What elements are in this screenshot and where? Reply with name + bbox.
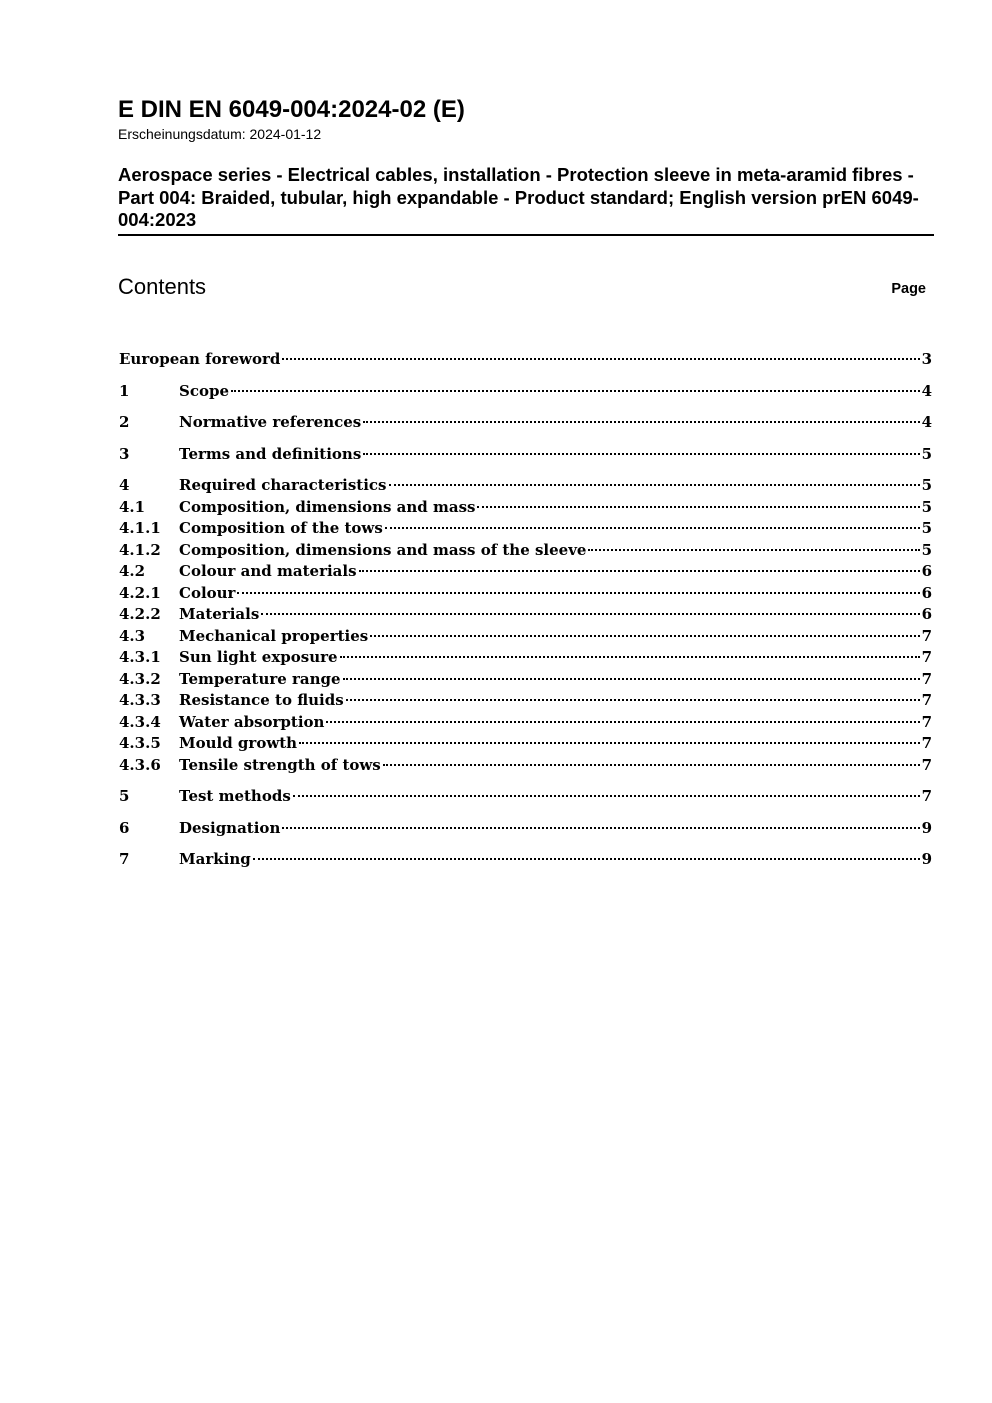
toc-entry-colour[interactable]: [119, 583, 932, 605]
toc-entry-label: Colour and materials: [179, 562, 357, 580]
toc-leader-dots: [231, 390, 920, 392]
toc-entry-number: 5: [119, 787, 130, 805]
toc-leader-dots: [253, 858, 920, 860]
toc-leader-dots: [389, 484, 920, 486]
toc-entry-page: 4: [921, 381, 932, 400]
document-title: Aerospace series - Electrical cables, installation - Protection sleeve in meta-aramid fibres - Part 004: Braided, tubular, high expandable - Product standard; English version prEN 6049-004:2023: [118, 164, 934, 236]
toc-entry-page: 5: [921, 540, 932, 559]
toc-leader-dots: [343, 678, 920, 680]
toc-entry-number: 4.2.1: [119, 583, 161, 602]
toc-entry-label: Mechanical properties: [179, 626, 369, 645]
toc-entry-number: 4.3.4: [119, 712, 161, 731]
toc-entry-label: Colour: [179, 583, 236, 602]
toc-entry-materials[interactable]: [119, 604, 932, 626]
toc-entry-number: 4.3.1: [119, 648, 161, 666]
toc-entry-number: 4.2: [119, 562, 146, 580]
toc-entry-page: 3: [921, 350, 932, 368]
toc-entry-page: 7: [921, 755, 932, 774]
toc-entry-number: 4.3.2: [119, 669, 161, 688]
toc-entry-label: Normative references: [179, 413, 362, 431]
toc-leader-dots: [359, 570, 920, 572]
toc-entry-page: 7: [921, 648, 932, 666]
table-of-contents: [119, 349, 932, 871]
toc-leader-dots: [326, 721, 919, 723]
toc-entry-colour-and-materials[interactable]: [119, 561, 932, 583]
toc-entry-label: Scope: [179, 381, 230, 400]
toc-entry-number: 4.3.6: [119, 755, 161, 774]
document-id: E DIN EN 6049-004:2024-02 (E): [118, 96, 465, 123]
toc-entry-label: Materials: [179, 605, 260, 623]
toc-entry-label: Tensile strength of tows: [179, 755, 381, 774]
toc-entry-scope[interactable]: [119, 381, 932, 403]
toc-entry-water-absorption[interactable]: [119, 712, 932, 734]
toc-leader-dots: [370, 635, 919, 637]
toc-entry-label: Mould growth: [179, 734, 298, 752]
toc-entry-label: Water absorption: [179, 712, 325, 731]
toc-entry-number: 3: [119, 444, 130, 463]
toc-entry-resistance-to-fluids[interactable]: [119, 690, 932, 712]
toc-entry-number: 4.1.2: [119, 540, 161, 559]
toc-entry-page: 9: [921, 818, 932, 837]
toc-entry-number: 6: [119, 818, 130, 837]
toc-entry-page: 9: [921, 850, 932, 868]
toc-entry-sun-light-exposure[interactable]: [119, 647, 932, 669]
toc-entry-composition-of-sleeve[interactable]: [119, 540, 932, 562]
toc-entry-mechanical-properties[interactable]: [119, 626, 932, 648]
toc-entry-page: 5: [921, 444, 932, 463]
toc-leader-dots: [363, 453, 919, 455]
toc-leader-dots: [477, 506, 919, 508]
toc-entry-page: 5: [921, 497, 932, 516]
toc-entry-required-characteristics[interactable]: [119, 475, 932, 497]
toc-entry-composition-dimensions-mass[interactable]: [119, 497, 932, 519]
document-header: [118, 96, 934, 143]
toc-entry-composition-of-tows[interactable]: [119, 518, 932, 540]
toc-entry-number: 4.3: [119, 626, 146, 645]
toc-entry-label: European foreword: [119, 350, 281, 368]
toc-entry-test-methods[interactable]: [119, 786, 932, 808]
toc-entry-page: 7: [921, 787, 932, 805]
toc-entry-european-foreword[interactable]: [119, 349, 932, 371]
toc-leader-dots: [282, 827, 919, 829]
toc-entry-number: 4: [119, 476, 130, 494]
contents-heading: Contents: [118, 274, 207, 299]
toc-entry-number: 7: [119, 850, 130, 868]
toc-leader-dots: [282, 358, 919, 360]
toc-entry-number: 4.1.1: [119, 519, 161, 537]
toc-leader-dots: [588, 549, 919, 551]
toc-entry-terms-and-definitions[interactable]: [119, 444, 932, 466]
toc-entry-designation[interactable]: [119, 818, 932, 840]
toc-entry-label: Composition, dimensions and mass of the sleeve: [179, 540, 587, 559]
toc-leader-dots: [261, 613, 919, 615]
toc-entry-page: 7: [921, 691, 932, 709]
toc-entry-normative-references[interactable]: [119, 412, 932, 434]
toc-entry-page: 6: [921, 562, 932, 580]
toc-entry-label: Terms and definitions: [179, 444, 362, 463]
toc-entry-label: Resistance to fluids: [179, 691, 344, 709]
toc-entry-number: 2: [119, 413, 130, 431]
toc-entry-temperature-range[interactable]: [119, 669, 932, 691]
toc-entry-mould-growth[interactable]: [119, 733, 932, 755]
toc-entry-number: 1: [119, 381, 130, 400]
toc-entry-label: Sun light exposure: [179, 648, 338, 666]
toc-leader-dots: [340, 656, 920, 658]
toc-entry-page: 5: [921, 476, 932, 494]
toc-entry-page: 7: [921, 734, 932, 752]
toc-entry-page: 4: [921, 413, 932, 431]
toc-entry-number: 4.2.2: [119, 605, 161, 623]
toc-entry-label: Temperature range: [179, 669, 341, 688]
toc-entry-number: 4.1: [119, 497, 146, 516]
toc-entry-label: Marking: [179, 850, 251, 868]
toc-leader-dots: [383, 764, 920, 766]
toc-entry-page: 7: [921, 669, 932, 688]
toc-leader-dots: [299, 742, 919, 744]
toc-entry-page: 7: [921, 626, 932, 645]
toc-entry-label: Composition, dimensions and mass: [179, 497, 476, 516]
toc-entry-tensile-strength[interactable]: [119, 755, 932, 777]
toc-entry-number: 4.3.5: [119, 734, 161, 752]
toc-entry-page: 7: [921, 712, 932, 731]
toc-entry-label: Designation: [179, 818, 281, 837]
page-column-heading: Page: [891, 281, 926, 297]
toc-leader-dots: [363, 421, 919, 423]
toc-entry-label: Composition of the tows: [179, 519, 383, 537]
toc-leader-dots: [293, 795, 920, 797]
toc-entry-label: Required characteristics: [179, 476, 387, 494]
toc-leader-dots: [346, 699, 920, 701]
toc-entry-page: 6: [921, 583, 932, 602]
toc-entry-page: 6: [921, 605, 932, 623]
toc-entry-number: 4.3.3: [119, 691, 161, 709]
toc-leader-dots: [237, 592, 919, 594]
toc-entry-marking[interactable]: [119, 849, 932, 871]
publication-date: Erscheinungsdatum: 2024-01-12: [118, 126, 322, 142]
toc-entry-page: 5: [921, 519, 932, 537]
toc-leader-dots: [385, 527, 920, 529]
toc-entry-label: Test methods: [179, 787, 291, 805]
